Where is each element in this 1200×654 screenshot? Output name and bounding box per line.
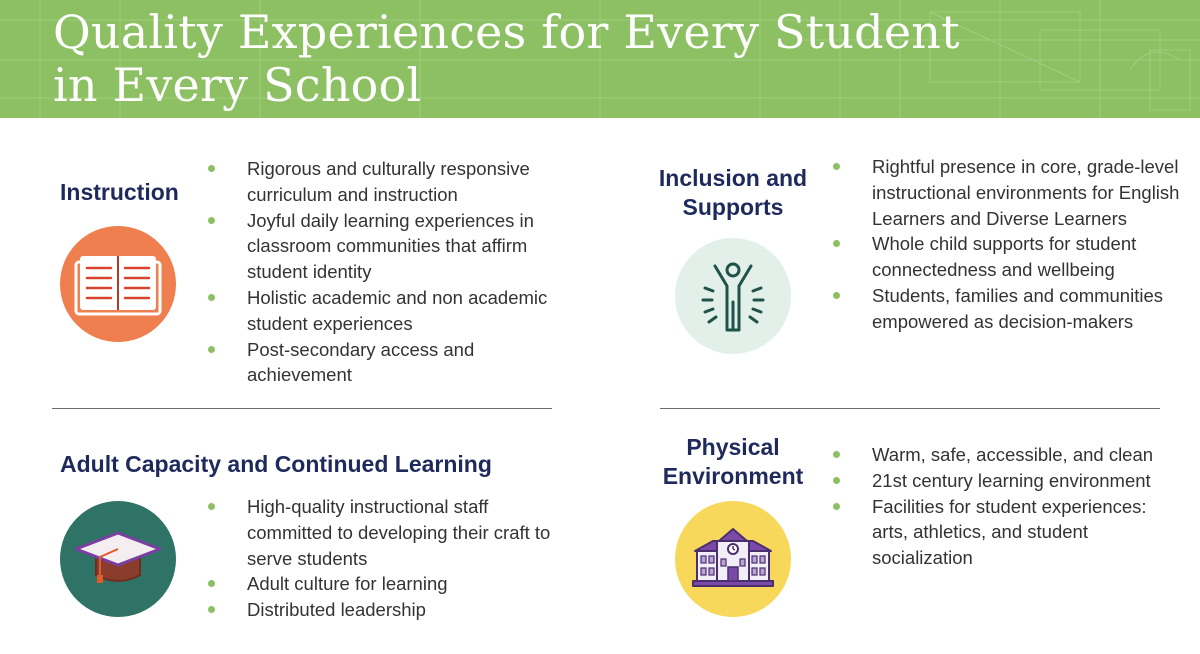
adult-capacity-icon-circle <box>60 501 176 617</box>
list-item: Distributed leadership <box>206 597 556 623</box>
list-item: Holistic academic and non academic student experiences <box>206 285 556 337</box>
physical-environment-heading <box>652 433 814 491</box>
inclusion-icon-circle <box>675 238 791 354</box>
list-item: Post-secondary access and achievement <box>206 337 556 389</box>
adult-capacity-bullet-list <box>206 494 556 623</box>
graduation-cap-icon <box>60 501 176 617</box>
person-arms-raised-icon <box>675 238 791 354</box>
list-item: Rigorous and culturally responsive curriculum and instruction <box>206 156 556 208</box>
list-item: Whole child supports for student connectedness and wellbeing <box>831 231 1181 283</box>
open-book-icon <box>60 226 176 342</box>
inclusion-heading-line-2: Supports <box>682 194 784 220</box>
inclusion-bullet-list <box>831 154 1181 335</box>
list-item: Adult culture for learning <box>206 571 556 597</box>
left-divider <box>52 408 552 409</box>
header-banner <box>0 0 1200 118</box>
physical-heading-line-2: Environment <box>662 463 804 489</box>
instruction-bullet-list <box>206 156 556 388</box>
inclusion-heading-line-1: Inclusion and <box>658 165 808 191</box>
page-title <box>53 6 960 112</box>
physical-heading-line-1: Physical <box>686 434 780 460</box>
inclusion-heading <box>652 164 814 222</box>
list-item: 21st century learning environment <box>831 468 1161 494</box>
physical-environment-icon-circle <box>675 501 791 617</box>
adult-capacity-heading: Adult Capacity and Continued Learning <box>60 451 492 477</box>
page-title-line-1: Quality Experiences for Every Student <box>53 5 960 59</box>
school-building-icon <box>675 501 791 617</box>
instruction-icon-circle <box>60 226 176 342</box>
list-item: Joyful daily learning experiences in classroom communities that affirm student identity <box>206 208 556 285</box>
list-item: Rightful presence in core, grade-level instructional environments for English Learners and Diverse Learners <box>831 154 1181 231</box>
list-item: Students, families and communities empowered as decision-makers <box>831 283 1181 335</box>
list-item: Facilities for student experiences: arts, athletics, and student socialization <box>831 494 1161 571</box>
physical-environment-bullet-list <box>831 442 1161 571</box>
list-item: Warm, safe, accessible, and clean <box>831 442 1161 468</box>
list-item: High-quality instructional staff committed to developing their craft to serve students <box>206 494 556 571</box>
instruction-heading: Instruction <box>60 179 179 205</box>
page-title-line-2: in Every School <box>53 58 422 112</box>
right-divider <box>660 408 1160 409</box>
